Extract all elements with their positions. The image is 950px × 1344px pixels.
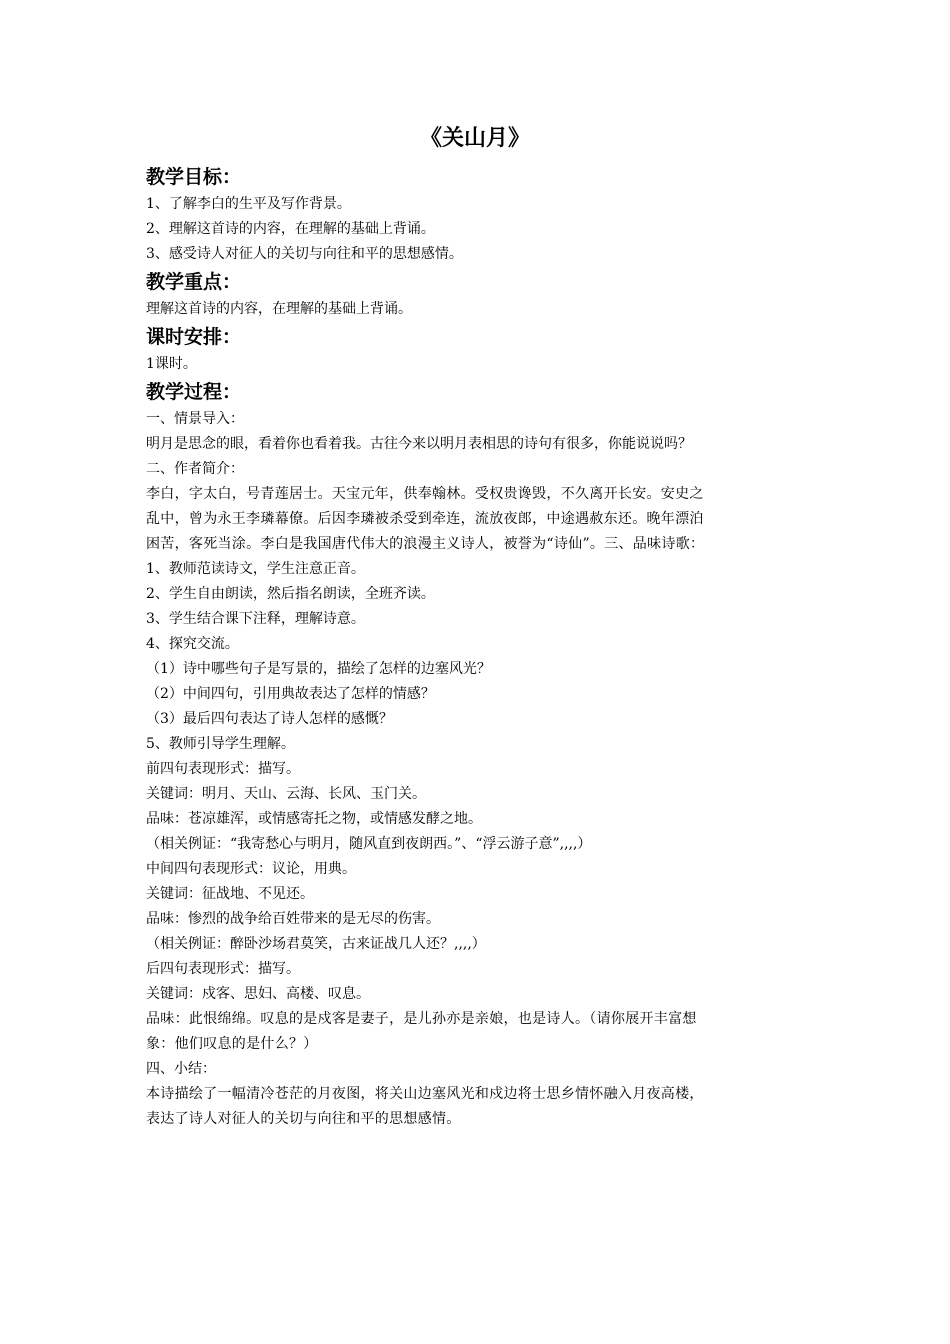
question-line: （2）中间四句，引用典故表达了怎样的情感？ <box>146 686 435 702</box>
analysis-line: 中间四句表现形式：议论，用典。 <box>146 861 356 877</box>
step-line: 1、教师范读诗文，学生注意正音。 <box>146 561 365 577</box>
objective-item: 2、理解这首诗的内容，在理解的基础上背诵。 <box>146 221 435 237</box>
objective-item: 1、了解李白的生平及写作背景。 <box>146 196 351 212</box>
question-line: （3）最后四句表达了诗人怎样的感慨？ <box>146 711 393 727</box>
key-points-heading: 教学重点： <box>146 271 242 293</box>
author-row: 李白，字太白，号青莲居士。天宝元年，供奉翰林。受权贵谗毁，不久离开长安。安史之 <box>146 486 704 502</box>
step-line: 3、学生结合课下注释，理解诗意。 <box>146 611 365 627</box>
author-row: 困苦，客死当涂。李白是我国唐代伟大的浪漫主义诗人，被誉为“诗仙”。三、品味诗歌： <box>146 536 705 552</box>
appreciation-paragraph <box>146 1007 810 1057</box>
analysis-line: 前四句表现形式：描写。 <box>146 761 300 777</box>
analysis-line: （相关例证：“我寄愁心与明月，随风直到夜朗西。”、“浮云游子意”,,,,） <box>146 836 592 852</box>
step-line: 5、教师引导学生理解。 <box>146 736 295 752</box>
intro-text: 明月是思念的眼，看着你也看着我。古往今来以明月表相思的诗句有很多，你能说说吗？ <box>146 436 692 452</box>
author-title: 二、作者简介： <box>146 461 244 477</box>
objective-item: 3、感受诗人对征人的关切与向往和平的思想感情。 <box>146 246 463 262</box>
analysis-line: 关键词：明月、天山、云海、长风、玉门关。 <box>146 786 426 802</box>
question-line: （1）诗中哪些句子是写景的，描绘了怎样的边塞风光？ <box>146 661 491 677</box>
process-heading: 教学过程： <box>146 381 242 403</box>
step-line: 2、学生自由朗读，然后指名朗读，全班齐读。 <box>146 586 435 602</box>
schedule-text: 1课时。 <box>146 356 197 372</box>
summary-row: 本诗描绘了一幅清冷苍茫的月夜图，将关山边塞风光和戍边将士思乡情怀融入月夜高楼， <box>146 1086 704 1102</box>
summary-title: 四、小结： <box>146 1061 216 1077</box>
summary-row: 表达了诗人对征人的关切与向往和平的思想感情。 <box>146 1111 461 1127</box>
step-line: 4、探究交流。 <box>146 636 239 652</box>
intro-title: 一、情景导入： <box>146 411 244 427</box>
author-paragraph <box>146 482 810 557</box>
appreciation-row: 品味：此恨绵绵。叹息的是戍客是妻子，是儿孙亦是亲娘，也是诗人。（请你展开丰富想 <box>146 1011 697 1027</box>
document-body <box>146 162 810 1132</box>
key-points-text: 理解这首诗的内容，在理解的基础上背诵。 <box>146 301 412 317</box>
analysis-line: （相关例证：醉卧沙场君莫笑，古来证战几人还？,,,,） <box>146 936 486 952</box>
summary-paragraph <box>146 1082 810 1132</box>
analysis-line: 品味：惨烈的战争给百姓带来的是无尽的伤害。 <box>146 911 440 927</box>
author-row: 乱中，曾为永王李璘幕僚。后因李璘被杀受到牵连，流放夜郎，中途遇赦东还。晚年漂泊 <box>146 511 704 527</box>
document-title: 《关山月》 <box>419 126 530 151</box>
appreciation-row: 象：他们叹息的是什么？） <box>146 1036 318 1052</box>
analysis-line: 后四句表现形式：描写。 <box>146 961 300 977</box>
objectives-heading: 教学目标： <box>146 166 242 188</box>
analysis-line: 关键词：戍客、思妇、高楼、叹息。 <box>146 986 370 1002</box>
schedule-heading: 课时安排： <box>146 326 242 348</box>
analysis-line: 关键词：征战地、不见还。 <box>146 886 314 902</box>
analysis-line: 品味：苍凉雄浑，或情感寄托之物，或情感发酵之地。 <box>146 811 482 827</box>
